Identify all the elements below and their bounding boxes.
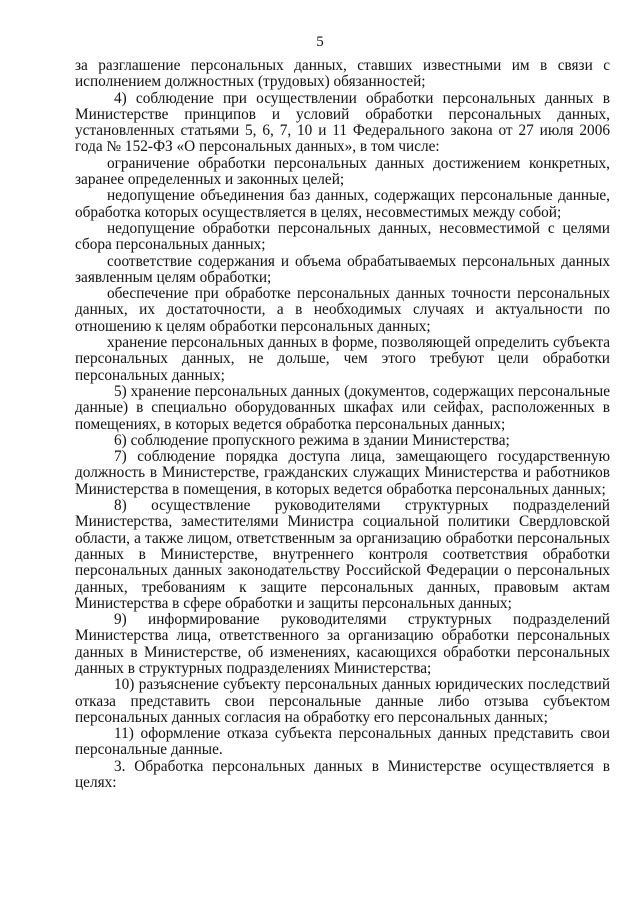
paragraph-item-10: 10) разъяснение субъекту персональных данных юридических последствий отказа представить свои персональные данные либо отзыва субъектом персональных данных согласия на обработку его персональных данных; (75, 676, 610, 726)
paragraph-subitem-storage-form: хранение персональных данных в форме, позволяющей определить субъекта персональных данных, не дольше, чем этого требуют цели обработки персональных данных; (75, 334, 610, 384)
document-body (75, 58, 610, 791)
page-number: 5 (316, 34, 324, 50)
paragraph-continuation: за разглашение персональных данных, ставших известными им в связи с исполнением должностных (трудовых) обязанностей; (75, 57, 610, 91)
paragraph-item-4: 4) соблюдение при осуществлении обработки персональных данных в Министерстве принципов и условий обработки персональных данных, установленных статьями 5, 6, 7, 10 и 11 Федерального закона от 27 июля 2006 года № 152-ФЗ «О персональных данных», в том числе: (75, 89, 610, 156)
paragraph-subitem-accuracy: обеспечение при обработке персональных данных точности персональных данных, их достаточности, а в необходимых случаях и актуальности по отношению к целям обработки персональных данных; (75, 285, 610, 335)
paragraph-item-8: 8) осуществление руководителями структурных подразделений Министерства, заместителями Министра социальной политики Свердловской области, а также лицом, ответственным за организацию обработки персональных данных в Министерстве, внутреннего контроля соответствия обработки персональных данных законодательству Российской Федерации о персональных данных, требованиям к защите персональных данных, правовым актам Министерства в сфере обработки и защиты персональных данных; (75, 497, 610, 612)
paragraph-section-3: 3. Обработка персональных данных в Министерстве осуществляется в целях: (75, 757, 610, 792)
paragraph-item-6: 6) соблюдение пропускного режима в здании Министерства; (114, 431, 510, 449)
paragraph-subitem-no-db-merge: недопущение объединения баз данных, содержащих персональные данные, обработка которых осуществляется в целях, несовместимых между собой; (75, 187, 610, 221)
paragraph-subitem-no-incompatible-processing: недопущение обработки персональных данных, несовместимой с целями сбора персональных данных; (75, 219, 610, 254)
paragraph-item-7: 7) соблюдение порядка доступа лица, замещающего государственную должность в Министерстве, гражданских служащих Министерства и работников Министерства в помещения, в которых ведется обработка персональных данных; (75, 448, 610, 498)
paragraph-subitem-purpose-limitation: ограничение обработки персональных данных достижением конкретных, заранее определенных и законных целей; (75, 154, 610, 189)
paragraph-item-9: 9) информирование руководителями структурных подразделений Министерства лица, ответственного за организацию обработки персональных данных в Министерстве, об изменениях, касающихся обработки персональных данных в структурных подразделениях Министерства; (75, 611, 610, 677)
paragraph-item-5: 5) хранение персональных данных (документов, содержащих персональные данные) в специально оборудованных шкафах или сейфах, расположенных в помещениях, в которых ведется обработка персональных данных; (75, 382, 610, 433)
paragraph-subitem-content-volume: соответствие содержания и объема обрабатываемых персональных данных заявленным целям обработки; (75, 252, 610, 286)
paragraph-item-11: 11) оформление отказа субъекта персональных данных представить свои персональные данные. (75, 725, 610, 759)
